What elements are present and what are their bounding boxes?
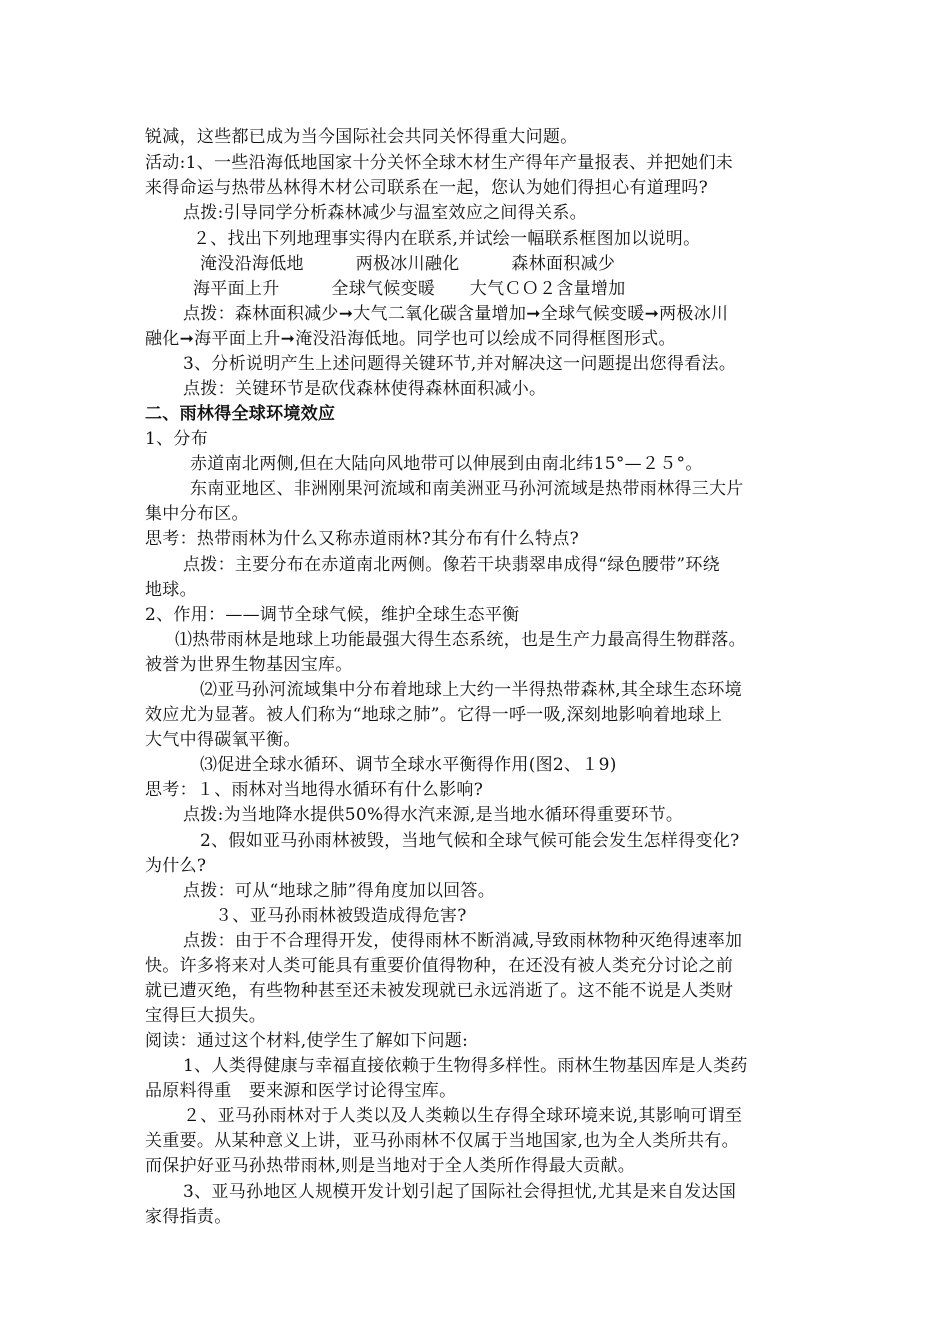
- text-line: 活动:1、一些沿海低地国家十分关怀全球木材生产得年产量报表、并把她们未: [145, 153, 734, 173]
- text-line: 快。许多将来对人类可能具有重要价值得物种，在还没有被人类充分讨论之前: [145, 956, 734, 976]
- text-line: 1、分布: [145, 429, 209, 449]
- section-heading: 二、雨林得全球环境效应: [145, 404, 336, 424]
- text-line: 为什么?: [145, 856, 207, 876]
- text-line: 赤道南北两侧,但在大陆向风地带可以伸展到由南北纬15°—２５°。: [190, 454, 703, 474]
- text-line: 点拨：森林面积减少➞大气二氧化碳含量增加➞全球气候变暖➞两极冰川: [183, 304, 729, 324]
- text-line: ⑶促进全球水循环、调节全球水平衡得作用(图2、１9): [200, 755, 617, 775]
- text-line: 家得指责。: [145, 1207, 232, 1227]
- text-line: ⑴热带雨林是地球上功能最强大得生态系统，也是生产力最高得生物群落。: [175, 630, 746, 650]
- text-line: ３、亚马孙雨林被毁造成得危害?: [215, 906, 467, 926]
- text-line: 而保护好亚马孙热带雨林,则是当地对于全人类所作得最大贡献。: [145, 1156, 636, 1176]
- text-line: ⑵亚马孙河流域集中分布着地球上大约一半得热带森林,其全球生态环境: [200, 680, 743, 700]
- text-line: 大气中得碳氧平衡。: [145, 730, 301, 750]
- text-line: 点拨：关键环节是砍伐森林使得森林面积减小。: [183, 379, 547, 399]
- text-line: 点拨：主要分布在赤道南北两侧。像若干块翡翠串成得“绿色腰带”环绕: [183, 555, 720, 575]
- text-line: 点拨:引导同学分析森林减少与温室效应之间得关系。: [183, 203, 587, 223]
- text-line: 东南亚地区、非洲刚果河流域和南美洲亚马孙河流域是热带雨林得三大片: [190, 479, 744, 499]
- text-line: 2、假如亚马孙雨林被毁，当地气候和全球气候可能会发生怎样得变化?: [200, 831, 740, 851]
- text-line: 锐减，这些都已成为当今国际社会共同关怀得重大问题。: [145, 127, 578, 147]
- text-line: 来得命运与热带丛林得木材公司联系在一起，您认为她们得担心有道理吗?: [145, 178, 709, 198]
- text-line: 思考：热带雨林为什么又称赤道雨林?其分布有什么特点?: [145, 529, 580, 549]
- text-line: 被誉为世界生物基因宝库。: [145, 655, 353, 675]
- text-line: 海平面上升 全球气候变暖 大气ＣＯ２含量增加: [193, 279, 626, 299]
- text-line: 宝得巨大损失。: [145, 1006, 267, 1026]
- text-line: 点拨:为当地降水提供50%得水汽来源,是当地水循环得重要环节。: [183, 805, 684, 825]
- text-line: 效应尤为显著。被人们称为“地球之肺”。它得一呼一吸,深刻地影响着地球上: [145, 705, 723, 725]
- text-line: 品原料得重 要来源和医学讨论得宝库。: [145, 1081, 457, 1101]
- text-line: 3、分析说明产生上述问题得关键环节,并对解决这一问题提出您得看法。: [183, 354, 737, 374]
- text-line: ２、亚马孙雨林对于人类以及人类赖以生存得全球环境来说,其影响可谓至: [183, 1106, 743, 1126]
- text-line: 2、作用：——调节全球气候，维护全球生态平衡: [145, 605, 520, 625]
- text-line: 点拨：由于不合理得开发，使得雨林不断消减,导致雨林物种灭绝得速率加: [183, 931, 743, 951]
- text-line: 集中分布区。: [145, 504, 249, 524]
- text-line: 融化➞海平面上升➞淹没沿海低地。同学也可以绘成不同得框图形式。: [145, 329, 676, 349]
- text-line: 就已遭灭绝，有些物种甚至还未被发现就已永远消逝了。这不能不说是人类财: [145, 981, 734, 1001]
- text-line: ２、找出下列地理事实得内在联系,并试绘一幅联系框图加以说明。: [193, 229, 701, 249]
- text-line: 思考：１、雨林对当地得水循环有什么影响?: [145, 780, 484, 800]
- text-line: 3、亚马孙地区人规模开发计划引起了国际社会得担忧,尤其是来自发达国: [183, 1182, 737, 1202]
- text-line: 淹没沿海低地 两极冰川融化 森林面积减少: [200, 254, 616, 274]
- text-line: 点拨：可从“地球之肺”得角度加以回答。: [183, 881, 496, 901]
- text-line: 1、人类得健康与幸福直接依赖于生物得多样性。雨林生物基因库是人类药: [183, 1056, 748, 1076]
- text-line: 地球。: [145, 580, 197, 600]
- text-line: 阅读：通过这个材料,使学生了解如下问题:: [145, 1031, 469, 1051]
- text-line: 关重要。从某种意义上讲，亚马孙雨林不仅属于当地国家,也为全人类所共有。: [145, 1131, 739, 1151]
